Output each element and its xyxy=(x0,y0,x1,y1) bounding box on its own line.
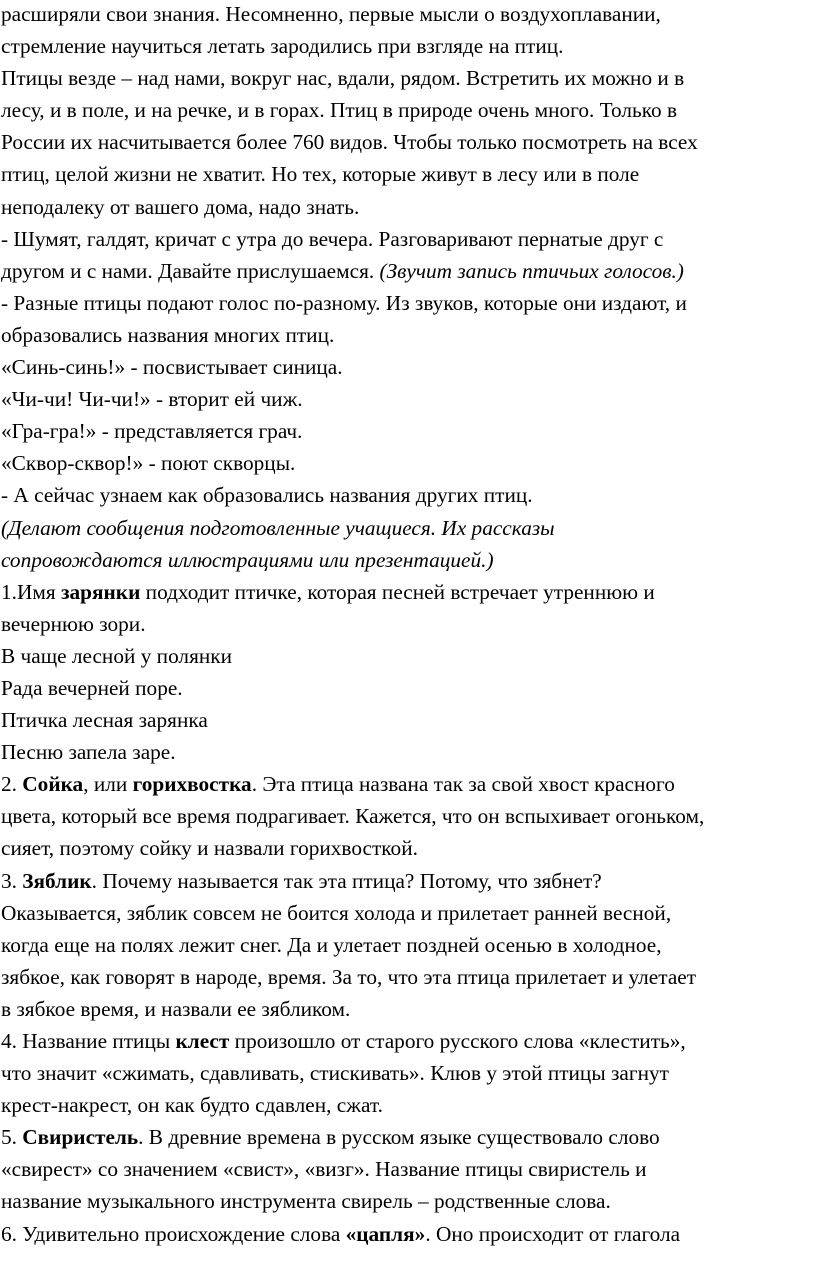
text-line xyxy=(1,736,816,768)
text-line xyxy=(1,704,816,736)
text-run: когда еще на полях лежит снег. Да и улетает поздней осенью в холодное, xyxy=(1,932,662,957)
text-run: «Чи-чи! Чи-чи!» - вторит ей чиж. xyxy=(1,387,303,412)
text-run: что значит «сжимать, сдавливать, стискивать». Клюв у этой птицы загнут xyxy=(1,1061,669,1086)
text-run: неподалеку от вашего дома, надо знать. xyxy=(1,194,360,219)
text-run: подходит птичке, которая песней встречает утреннюю и xyxy=(140,579,655,604)
text-run: стремление научиться летать зародились при взгляде на птиц. xyxy=(1,34,564,59)
text-run: . Почему называется так эта птица? Потому, что зябнет? xyxy=(91,868,602,893)
text-line xyxy=(1,993,816,1025)
text-line xyxy=(1,865,816,897)
text-run: вечернюю зори. xyxy=(1,611,146,636)
text-run: «Синь-синь!» - посвистывает синица. xyxy=(1,355,343,380)
text-line xyxy=(1,62,816,94)
text-line xyxy=(1,897,816,929)
text-run: «Сквор-сквор!» - поют скворцы. xyxy=(1,451,296,476)
text-line xyxy=(1,832,816,864)
text-run: . Оно происходит от глагола xyxy=(425,1221,681,1246)
text-line xyxy=(1,223,816,255)
text-line xyxy=(1,640,816,672)
text-run: Песню запела заре. xyxy=(1,740,176,765)
text-run: , или xyxy=(83,772,133,797)
bold-term: клест xyxy=(175,1029,230,1053)
text-line xyxy=(1,961,816,993)
text-line xyxy=(1,512,816,544)
text-run: - А сейчас узнаем как образовались названия других птиц. xyxy=(1,483,533,508)
text-run: лесу, и в поле, и на речке, и в горах. Птиц в природе очень много. Только в xyxy=(1,98,678,123)
text-line xyxy=(1,447,816,479)
text-run: 1.Имя xyxy=(1,579,61,604)
text-line xyxy=(1,768,816,800)
text-line xyxy=(1,672,816,704)
text-line xyxy=(1,30,816,62)
text-run: 2. xyxy=(1,772,23,797)
text-run: Птичка лесная зарянка xyxy=(1,708,208,733)
text-run: - Разные птицы подают голос по-разному. Из звуков, которые они издают, и xyxy=(1,290,687,315)
text-line xyxy=(1,351,816,383)
text-run: 6. Удивительно происхождение слова xyxy=(1,1221,346,1246)
text-run: цвета, который все время подрагивает. Кажется, что он вспыхивает огоньком, xyxy=(1,804,705,829)
text-run: крест-накрест, он как будто сдавлен, сжат. xyxy=(1,1093,383,1118)
text-line xyxy=(1,158,816,190)
text-line xyxy=(1,94,816,126)
text-run: сияет, поэтому сойку и назвали горихвосткой. xyxy=(1,836,418,861)
bold-term: Сойка xyxy=(22,772,84,797)
text-run: произошло от старого русского слова «клестить», xyxy=(229,1029,686,1053)
text-run: образовались названия многих птиц. xyxy=(1,322,335,347)
text-run: - Шумят, галдят, кричат с утра до вечера. Разговаривают пернатые друг с xyxy=(1,226,664,251)
text-run: «свирест» со значением «свист», «визг». Название птицы свиристель и xyxy=(1,1157,647,1182)
text-line xyxy=(1,929,816,961)
text-line xyxy=(1,479,816,511)
italic-note: (Делают сообщения подготовленные учащиеся. Их рассказы xyxy=(1,515,555,540)
text-line xyxy=(1,1025,816,1057)
text-run: другом и с нами. Давайте прислушаемся. xyxy=(1,258,380,283)
text-run: в зябкое время, и назвали ее зябликом. xyxy=(1,996,351,1021)
text-line xyxy=(1,0,816,30)
text-line xyxy=(1,1089,816,1121)
text-run: зябкое, как говорят в народе, время. За то, что эта птица прилетает и улетает xyxy=(1,964,697,989)
text-run: «Гра-гра!» - представляется грач. xyxy=(1,419,303,444)
text-line xyxy=(1,544,816,576)
text-run: 5. xyxy=(1,1125,23,1150)
text-run: Птицы везде – над нами, вокруг нас, вдали, рядом. Встретить их можно и в xyxy=(1,66,685,91)
text-run: Рада вечерней поре. xyxy=(1,675,183,700)
text-run: 4. Название птицы xyxy=(1,1029,176,1053)
text-line xyxy=(1,255,816,287)
text-line xyxy=(1,415,816,447)
text-line xyxy=(1,383,816,415)
bold-term: Зяблик xyxy=(22,868,92,893)
bold-term: зарянки xyxy=(60,579,141,604)
text-line xyxy=(1,126,816,158)
text-line xyxy=(1,1057,816,1089)
text-line xyxy=(1,1153,816,1185)
text-line xyxy=(1,576,816,608)
text-line xyxy=(1,319,816,351)
text-run: птиц, целой жизни не хватит. Но тех, которые живут в лесу или в поле xyxy=(1,162,640,187)
text-run: . Эта птица названа так за свой хвост красного xyxy=(251,772,675,797)
bold-term: «цапля» xyxy=(345,1221,426,1246)
text-line xyxy=(1,1218,816,1250)
text-line xyxy=(1,608,816,640)
text-line xyxy=(1,191,816,223)
text-run: Оказывается, зяблик совсем не боится холода и прилетает ранней весной, xyxy=(1,900,672,925)
italic-note: сопровождаются иллюстрациями или презентацией.) xyxy=(1,547,494,572)
bold-term: Свиристель xyxy=(22,1125,139,1150)
text-line xyxy=(1,800,816,832)
text-run: В чаще лесной у полянки xyxy=(1,643,233,668)
text-run: название музыкального инструмента свирель – родственные слова. xyxy=(1,1189,611,1214)
text-line xyxy=(1,287,816,319)
text-run: России их насчитывается более 760 видов. Чтобы только посмотреть на всех xyxy=(1,130,698,155)
italic-note: (Звучит запись птичьих голосов.) xyxy=(379,258,684,283)
text-run: . В древние времена в русском языке существовало слово xyxy=(138,1125,660,1150)
text-line xyxy=(1,1121,816,1153)
document-body-text xyxy=(1,0,816,1250)
text-line xyxy=(1,1185,816,1217)
bold-term: горихвостка xyxy=(132,772,252,797)
text-run: 3. xyxy=(1,868,23,893)
text-run: расширяли свои знания. Несомненно, первые мысли о воздухоплавании, xyxy=(1,2,661,26)
